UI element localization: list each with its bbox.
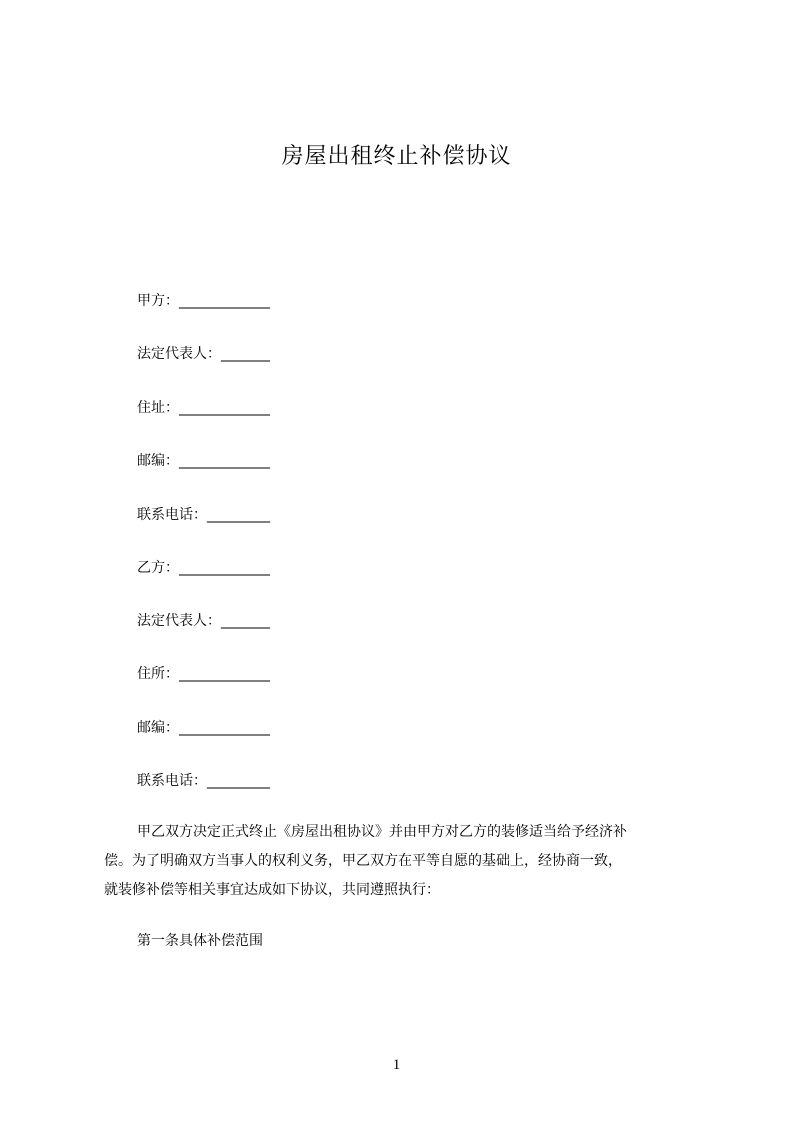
page-number: 1 (392, 1057, 401, 1073)
party-b-postcode-field: 邮编：_____________ (137, 720, 270, 736)
party-a-postcode-field: 邮编：_____________ (137, 453, 270, 469)
intro-line: 就装修补偿等相关事宜达成如下协议，共同遵照执行： (104, 882, 440, 898)
party-b-phone-field: 联系电话：_________ (137, 773, 270, 789)
section-heading: 第一条具体补偿范围 (137, 933, 263, 949)
party-a-name-field: 甲方：_____________ (137, 293, 270, 309)
party-b-name-field: 乙方：_____________ (137, 560, 270, 576)
intro-line: 甲乙双方决定正式终止《房屋出租协议》并由甲方对乙方的装修适当给予经济补 (137, 824, 627, 840)
party-a-phone-field: 联系电话：_________ (137, 507, 270, 523)
document-title: 房屋出租终止补偿协议 (281, 144, 512, 169)
intro-line: 偿。为了明确双方当事人的权利义务，甲乙双方在平等自愿的基础上，经协商一致， (104, 853, 622, 869)
party-a-legal-rep-field: 法定代表人：_______ (137, 346, 270, 362)
intro-paragraph (104, 818, 704, 905)
party-a-address-field: 住址：_____________ (137, 400, 270, 416)
party-b-legal-rep-field: 法定代表人：_______ (137, 613, 270, 629)
party-b-address-field: 住所：_____________ (137, 666, 270, 682)
